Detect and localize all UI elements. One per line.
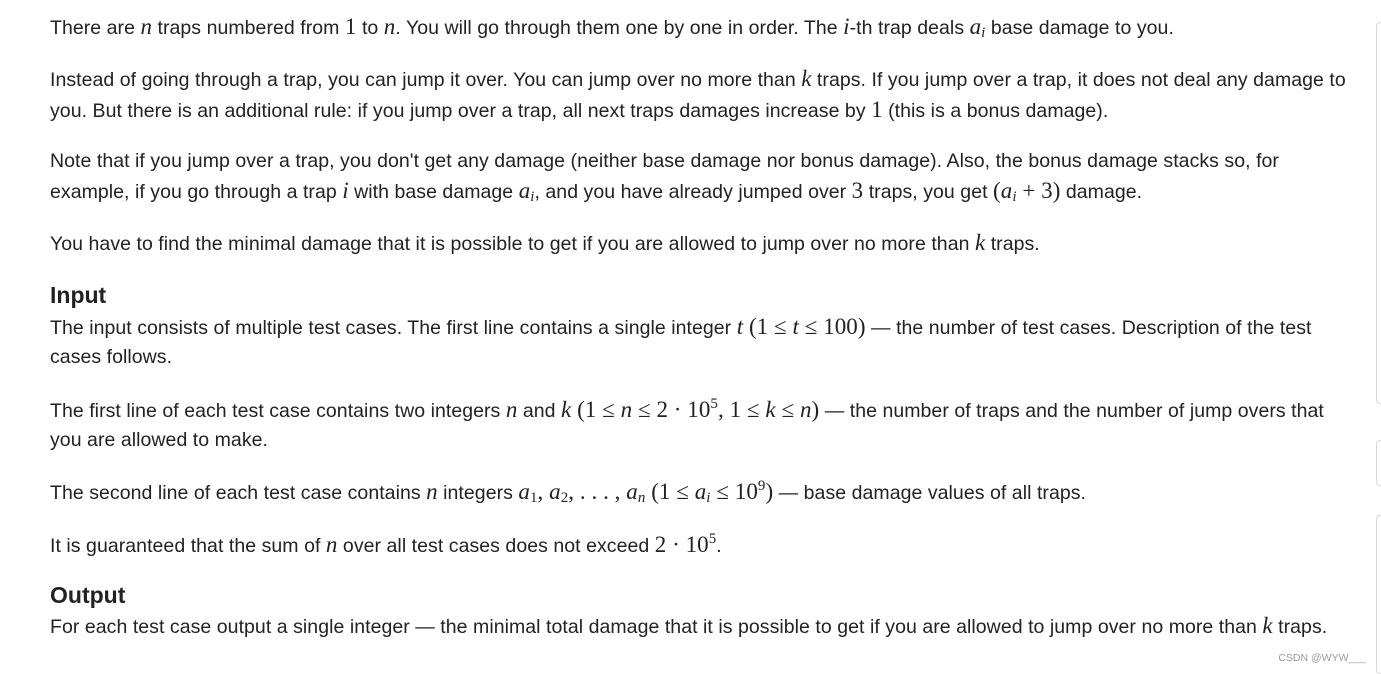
input-heading: Input <box>50 282 107 308</box>
math: i <box>843 14 850 39</box>
math: i <box>342 178 349 203</box>
math: n <box>426 479 438 504</box>
statement-paragraph-2: Instead of going through a trap, you can jump it over. You can jump over no more than k traps. If you jump over a trap, it does not deal any damage to you. But there is an additional rule: if you jump over a trap, all next traps damages increase by 1 (this is a bonus damage). <box>50 66 1346 122</box>
math: k <box>1262 613 1273 638</box>
math: n <box>383 14 396 39</box>
math: $a_i$ <box>518 178 535 205</box>
math: $(a_i + 3)$ <box>993 178 1061 205</box>
statement-paragraph-1: There are n traps numbered from 1 to n. You will go through them one by one in order. The i-th trap deals $a_i$ base damage to you. <box>50 14 1174 41</box>
math: $a_i$ <box>969 14 986 41</box>
math: k <box>974 230 986 255</box>
input-paragraph-4: It is guaranteed that the sum of n over all test cases does not exceed $2 \cdot 10^5$. <box>50 531 722 557</box>
math: $a_1$, $a_2$, . . . , $a_n$ $(1 \le a_i \le 10^9)$ <box>518 478 774 506</box>
math: 1 <box>344 14 357 39</box>
math: n <box>140 14 153 39</box>
math: k <box>801 66 812 91</box>
math: n <box>325 532 338 557</box>
problem-statement <box>50 12 1350 642</box>
input-paragraph-2: The first line of each test case contains two integers n and k ($1 \le n \le 2 \cdot 10^5$, 1 ≤ k ≤ n) — the number of traps and the number of jump overs that you are allowed to make. <box>50 396 1324 451</box>
math: 3 <box>851 178 864 203</box>
math: n <box>505 397 518 422</box>
math: k ($1 \le n \le 2 \cdot 10^5$, 1 ≤ k ≤ n) <box>561 396 820 422</box>
watermark: CSDN @WYW___ <box>1278 652 1366 664</box>
input-paragraph-3: The second line of each test case contains n integers $a_1$, $a_2$, . . . , $a_n$ $(1 \le a_i \le 10^9)$ — base damage values of all traps. <box>50 478 1087 506</box>
output-paragraph-1: For each test case output a single integer — the minimal total damage that it is possible to get if you are allowed to jump over no more than k traps. <box>50 613 1328 638</box>
input-paragraph-1: The input consists of multiple test cases. The first line contains a single integer t (1 ≤ t ≤ 100) — the number of test cases. Description of the test cases follows. <box>50 314 1312 368</box>
math: t (1 ≤ t ≤ 100) <box>736 314 866 339</box>
output-heading: Output <box>50 582 126 608</box>
math: 1 <box>871 97 883 122</box>
page-edge-frame <box>1376 22 1381 404</box>
statement-paragraph-3: Note that if you jump over a trap, you don't get any damage (neither base damage nor bonus damage). Also, the bonus damage stacks so, for example, if you go through a trap i with base damage $a_i$, and you have already jumped over 3 traps, you get $(a_i + 3)$ damage. <box>50 150 1279 205</box>
math: $2 \cdot 10^5$ <box>654 531 717 557</box>
page-edge-frame <box>1376 515 1381 674</box>
page-edge-frame <box>1376 440 1381 486</box>
statement-paragraph-4: You have to find the minimal damage that it is possible to get if you are allowed to jump over no more than k traps. <box>50 230 1040 255</box>
